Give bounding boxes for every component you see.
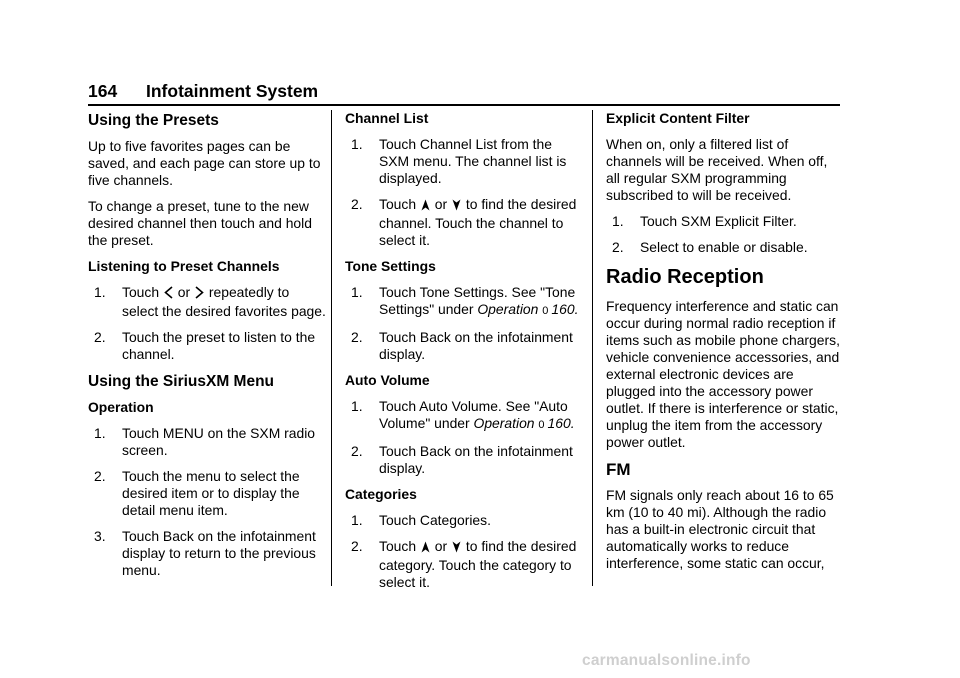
step-number: 2. [351,538,363,554]
operation-heading: Operation [88,399,154,415]
chevron-left-icon [164,286,173,303]
column-divider-2 [592,110,593,586]
step-text: Touch Categories. [379,512,491,528]
step-number: 3. [94,528,106,544]
step-number: 1. [351,284,363,300]
page-reference[interactable]: 160 [551,301,575,317]
list-item: 1. Touch Tone Settings. See "Tone Settings" under Operation 0 160. [351,284,579,317]
page-reference[interactable]: 160 [547,415,571,431]
operation-steps [88,425,326,579]
siriusxm-menu-heading: Using the SiriusXM Menu [88,373,275,390]
triangle-down-icon [452,540,461,557]
step-text: Touch Auto Volume. See "Auto Volume" under [379,398,568,431]
channel-steps [345,136,585,249]
fm-paragraph: FM signals only reach about 16 to 65 km (10 to 40 mi). Although the radio has a built-in electronic circuit that automatically works to reduce interference, some static can occur, [606,487,834,571]
column-divider-1 [331,110,332,586]
cross-reference[interactable]: Operation [473,415,535,431]
list-item [351,329,585,363]
radio-reception-heading: Radio Reception [606,266,764,288]
chevron-right-icon [195,286,204,303]
auto-volume-steps [345,398,585,477]
page-title: Infotainment System [146,81,319,101]
explicit-filter-paragraph: When on, only a filtered list of channels will be received. When off, all regular SXM programming subscribed to will be received. [606,136,828,203]
categories-steps [345,512,585,591]
list-item [94,528,326,579]
step-number: 2. [351,443,363,459]
cross-reference[interactable]: Operation [477,301,539,317]
step-text: Touch MENU on the SXM radio screen. [122,425,316,458]
list-item: 1. Touch Auto Volume. See "Auto Volume" under Operation 0 160. [351,398,575,431]
step-number: 1. [351,398,363,414]
step-text: Touch Tone Settings. See "Tone Settings" under [379,284,576,317]
list-item [612,213,842,230]
header-rule [88,104,840,106]
step-text: to find the desired category. Touch the category to select it. [379,538,577,590]
step-text: Touch Back on the infotainment display. [379,329,573,362]
list-item [351,136,585,187]
step-text: or [177,284,191,300]
list-item [612,239,842,256]
page-number: 164 [88,81,118,101]
list-item [94,468,326,519]
watermark: carmanualsonline.info [582,652,751,669]
step-text: Touch the menu to select the desired item or to display the detail menu item. [122,468,300,518]
list-item [351,538,585,591]
channel-list-heading: Channel List [345,110,429,126]
list-item [351,443,585,477]
triangle-up-icon [421,198,430,215]
presets-heading: Using the Presets [88,112,219,129]
step-text: Touch [379,538,417,554]
categories-heading: Categories [345,486,417,502]
column-3 [606,108,842,581]
list-item [94,284,326,320]
step-text: Touch the preset to listen to the channel. [122,329,316,362]
list-item [351,196,585,249]
presets-paragraph-1: Up to five favorites pages can be saved, and each page can store up to five channels. [88,138,321,188]
tone-settings-heading: Tone Settings [345,258,436,274]
radio-reception-paragraph: Frequency interference and static can occur during normal radio reception if items such as mobile phone chargers, vehicle convenience accessories, and external electronic devices are plugged into the accessory power outlet. If there is interference or static, unplug the item from the accessory power outlet. [606,298,840,450]
page-header [88,81,840,105]
step-number: 1. [94,425,106,441]
step-number: 1. [351,512,363,528]
step-text: Touch [379,196,417,212]
step-text: Touch Channel List from the SXM menu. The channel list is displayed. [379,136,567,186]
step-text: Touch SXM Explicit Filter. [640,213,797,229]
step-number: 2. [612,239,624,255]
step-text: repeatedly to select the desired favorites page. [122,284,326,319]
step-text: Select to enable or disable. [640,239,808,255]
listening-steps [88,284,326,363]
explicit-filter-heading: Explicit Content Filter [606,110,750,126]
step-number: 2. [351,329,363,345]
step-text: Touch [122,284,160,300]
step-number: 1. [612,213,624,229]
page-arrow: 0 [542,305,549,317]
list-item [94,425,326,459]
fm-heading: FM [606,460,631,479]
step-number: 2. [94,468,106,484]
step-number: 2. [94,329,106,345]
triangle-down-icon [452,198,461,215]
step-number: 1. [94,284,106,300]
step-number: 2. [351,196,363,212]
step-text: or [434,196,448,212]
presets-paragraph-2: To change a preset, tune to the new desired channel then touch and hold the preset. [88,198,312,248]
step-text: Touch Back on the infotainment display to return to the previous menu. [122,528,316,578]
step-text: Touch Back on the infotainment display. [379,443,573,476]
step-number: 1. [351,136,363,152]
tone-steps [345,284,585,363]
list-item [351,512,585,529]
listening-heading: Listening to Preset Channels [88,258,280,274]
list-item [94,329,326,363]
triangle-up-icon [421,540,430,557]
auto-volume-heading: Auto Volume [345,372,430,388]
step-text: or [434,538,448,554]
step-text: to find the desired channel. Touch the channel to select it. [379,196,577,248]
column-1 [88,108,326,588]
page-arrow: 0 [538,419,545,431]
explicit-filter-steps [606,213,842,256]
column-2 [345,108,585,600]
